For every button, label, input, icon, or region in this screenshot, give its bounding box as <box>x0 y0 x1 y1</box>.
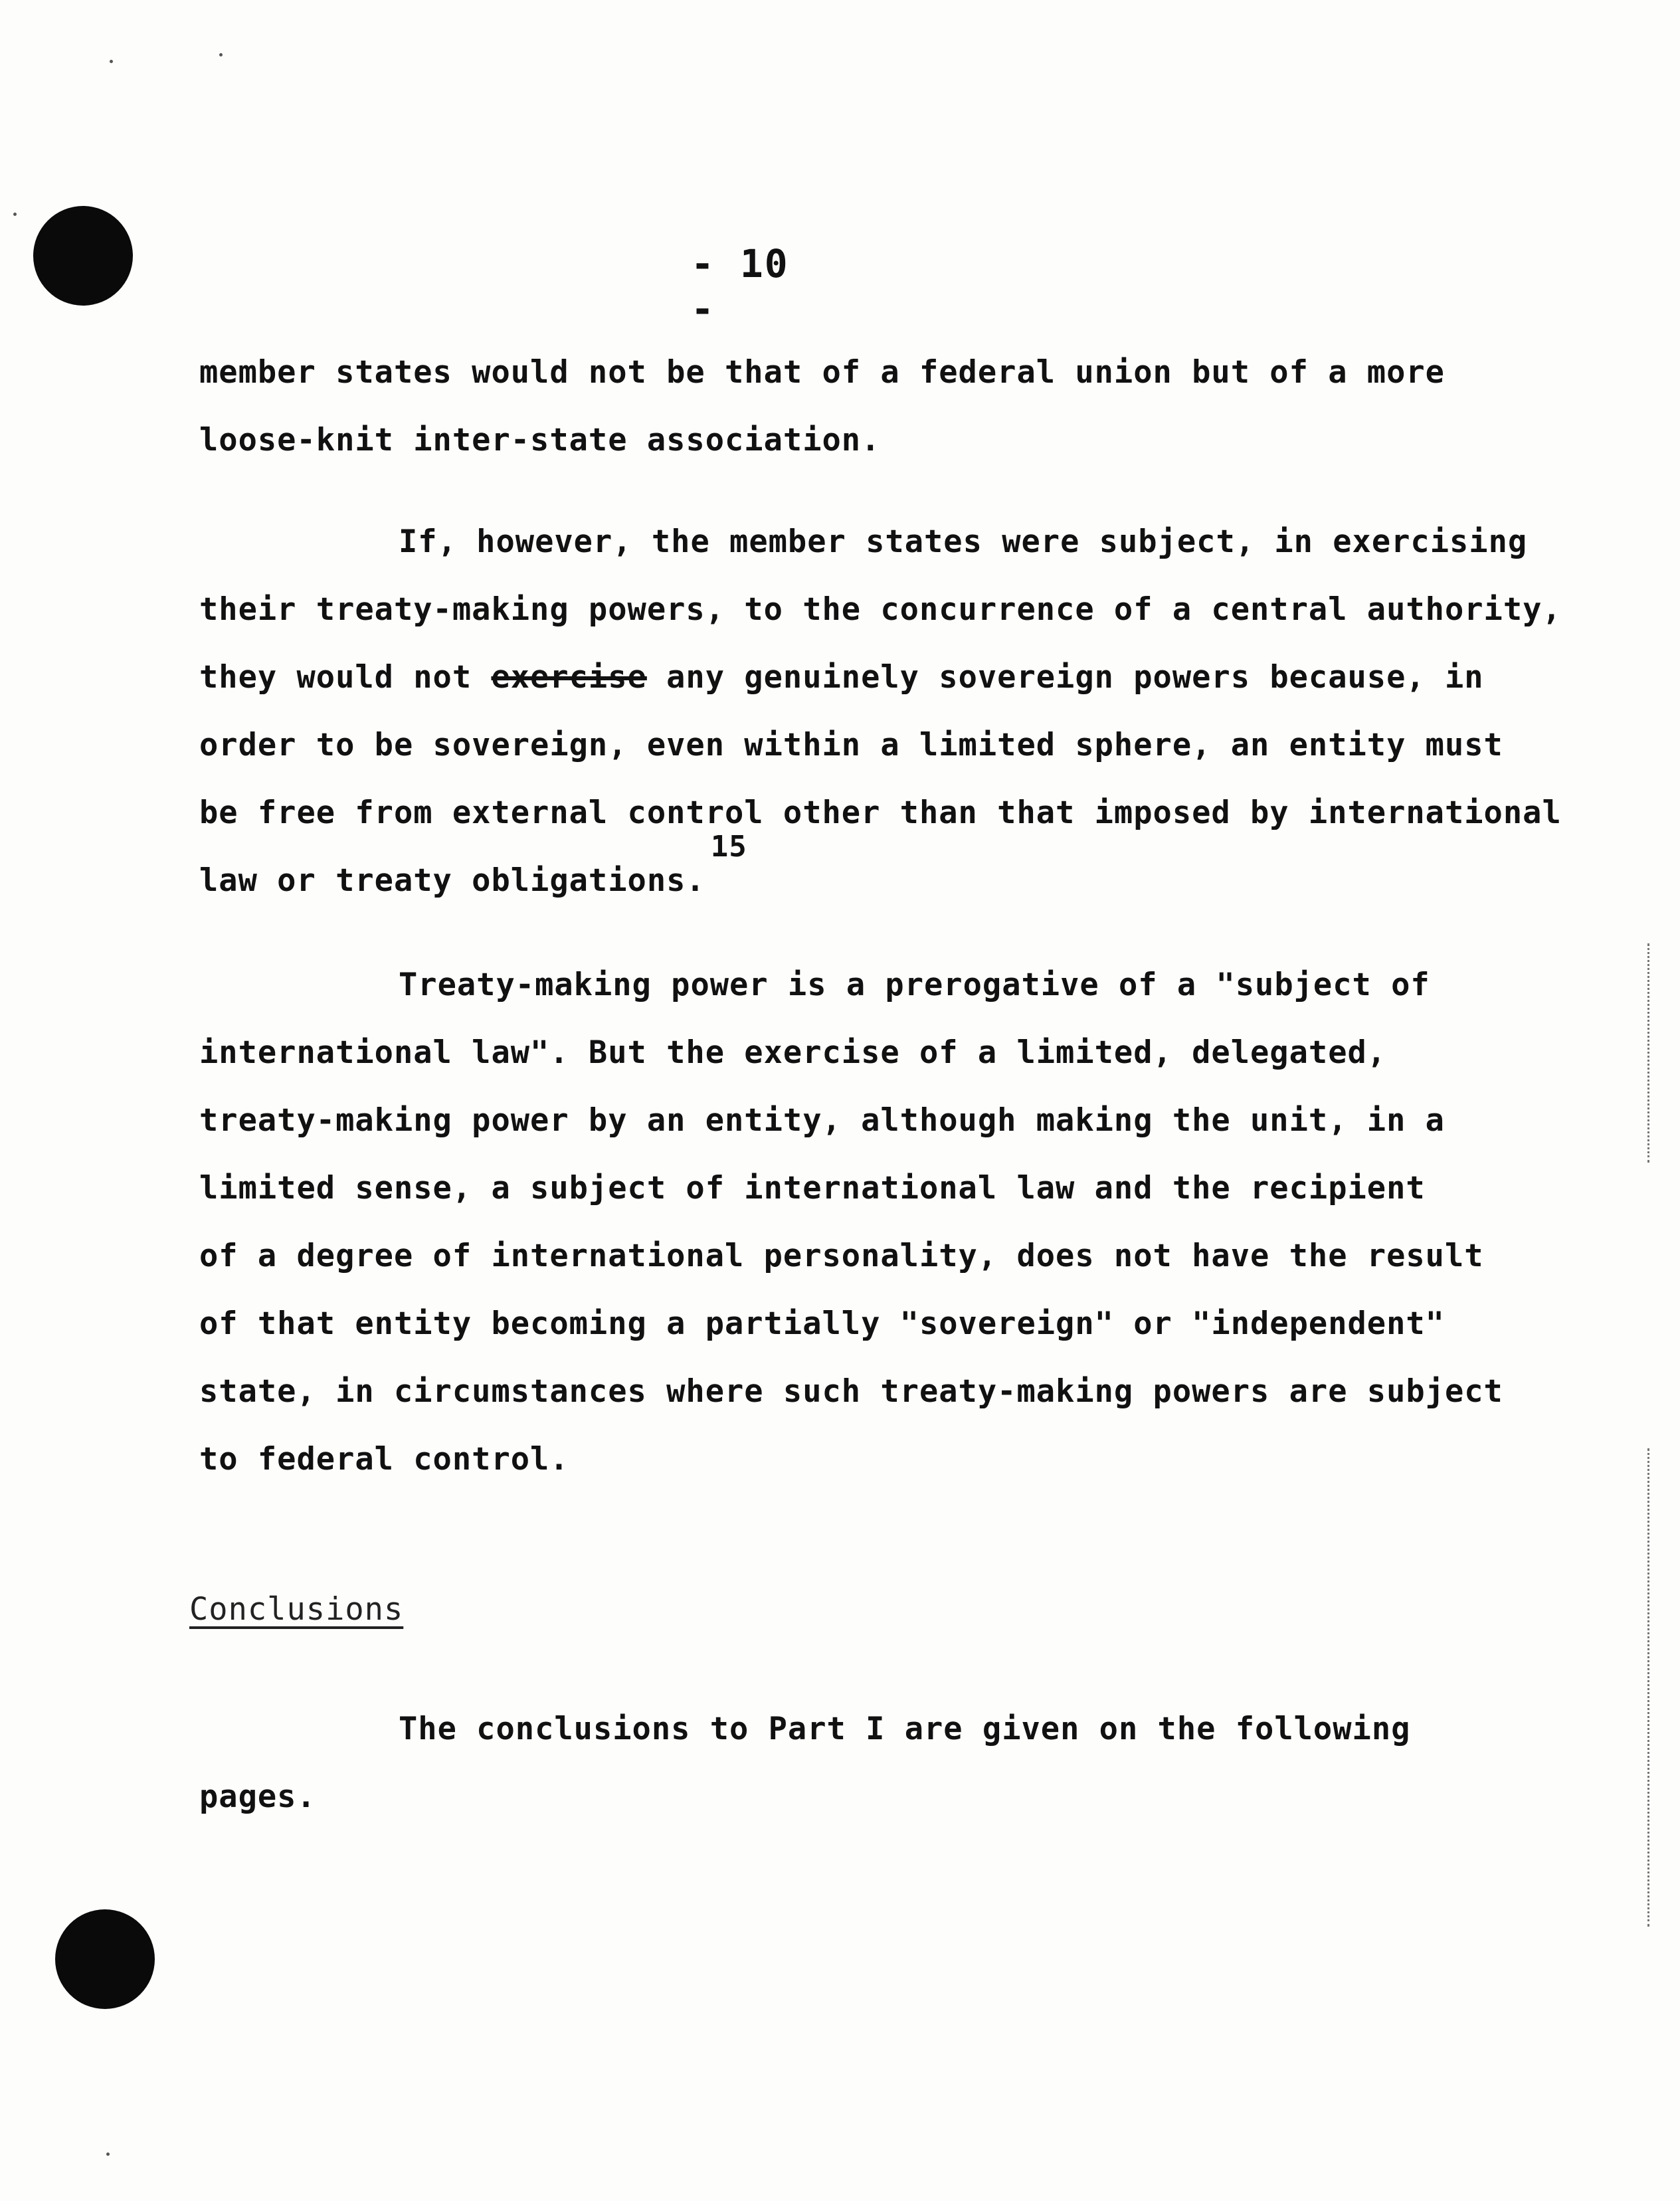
text-line: The conclusions to Part I are given on the following <box>399 1711 1411 1747</box>
text-segment: they would not <box>199 659 492 696</box>
text-line-with-footnote <box>199 830 1634 915</box>
text-line: their treaty-making powers, to the concurrence of a central authority, <box>199 591 1562 628</box>
text-segment: any genuinely sovereign powers because, in <box>646 659 1484 696</box>
paragraph-3 <box>199 951 1634 1493</box>
text-line: If, however, the member states were subject, in exercising <box>399 524 1528 560</box>
text-segment: law or treaty obligations. <box>199 862 705 899</box>
text-line: of a degree of international personality, does not have the result <box>199 1238 1484 1274</box>
scan-edge-mark <box>1647 1448 1659 1927</box>
paragraph-1 <box>199 339 1634 474</box>
text-line: Treaty-making power is a prerogative of a "subject of <box>399 967 1430 1003</box>
text-line-with-strikeout <box>199 644 1634 712</box>
scan-speck <box>110 60 113 63</box>
punch-hole-bottom <box>55 1909 155 2009</box>
text-line: be free from external control other than that imposed by international <box>199 795 1562 831</box>
scan-speck <box>106 2153 110 2156</box>
text-line: member states would not be that of a federal union but of a more <box>199 354 1445 391</box>
page-number: - 10 - <box>691 241 789 332</box>
scan-edge-mark <box>1647 943 1659 1163</box>
conclusion-paragraph <box>199 1695 1634 1831</box>
text-line: treaty-making power by an entity, although making the unit, in a <box>199 1102 1445 1139</box>
text-line: loose-knit inter-state association. <box>199 422 881 458</box>
punch-hole-top <box>33 206 133 306</box>
text-line: international law". But the exercise of a limited, delegated, <box>199 1034 1387 1071</box>
section-heading: Conclusions <box>189 1591 404 1628</box>
text-line: order to be sovereign, even within a limited sphere, an entity must <box>199 727 1503 763</box>
scan-speck <box>219 53 223 56</box>
struck-out-word: exercise <box>491 659 647 696</box>
text-line: of that entity becoming a partially "sovereign" or "independent" <box>199 1305 1445 1342</box>
text-line: pages. <box>199 1778 316 1815</box>
text-line: limited sense, a subject of international law and the recipient <box>199 1170 1426 1206</box>
text-line: state, in circumstances where such treaty-making powers are subject <box>199 1373 1503 1410</box>
text-line: to federal control. <box>199 1441 569 1478</box>
footnote-reference: 15 <box>710 830 747 864</box>
scan-speck <box>13 213 17 216</box>
paragraph-2 <box>199 508 1634 915</box>
